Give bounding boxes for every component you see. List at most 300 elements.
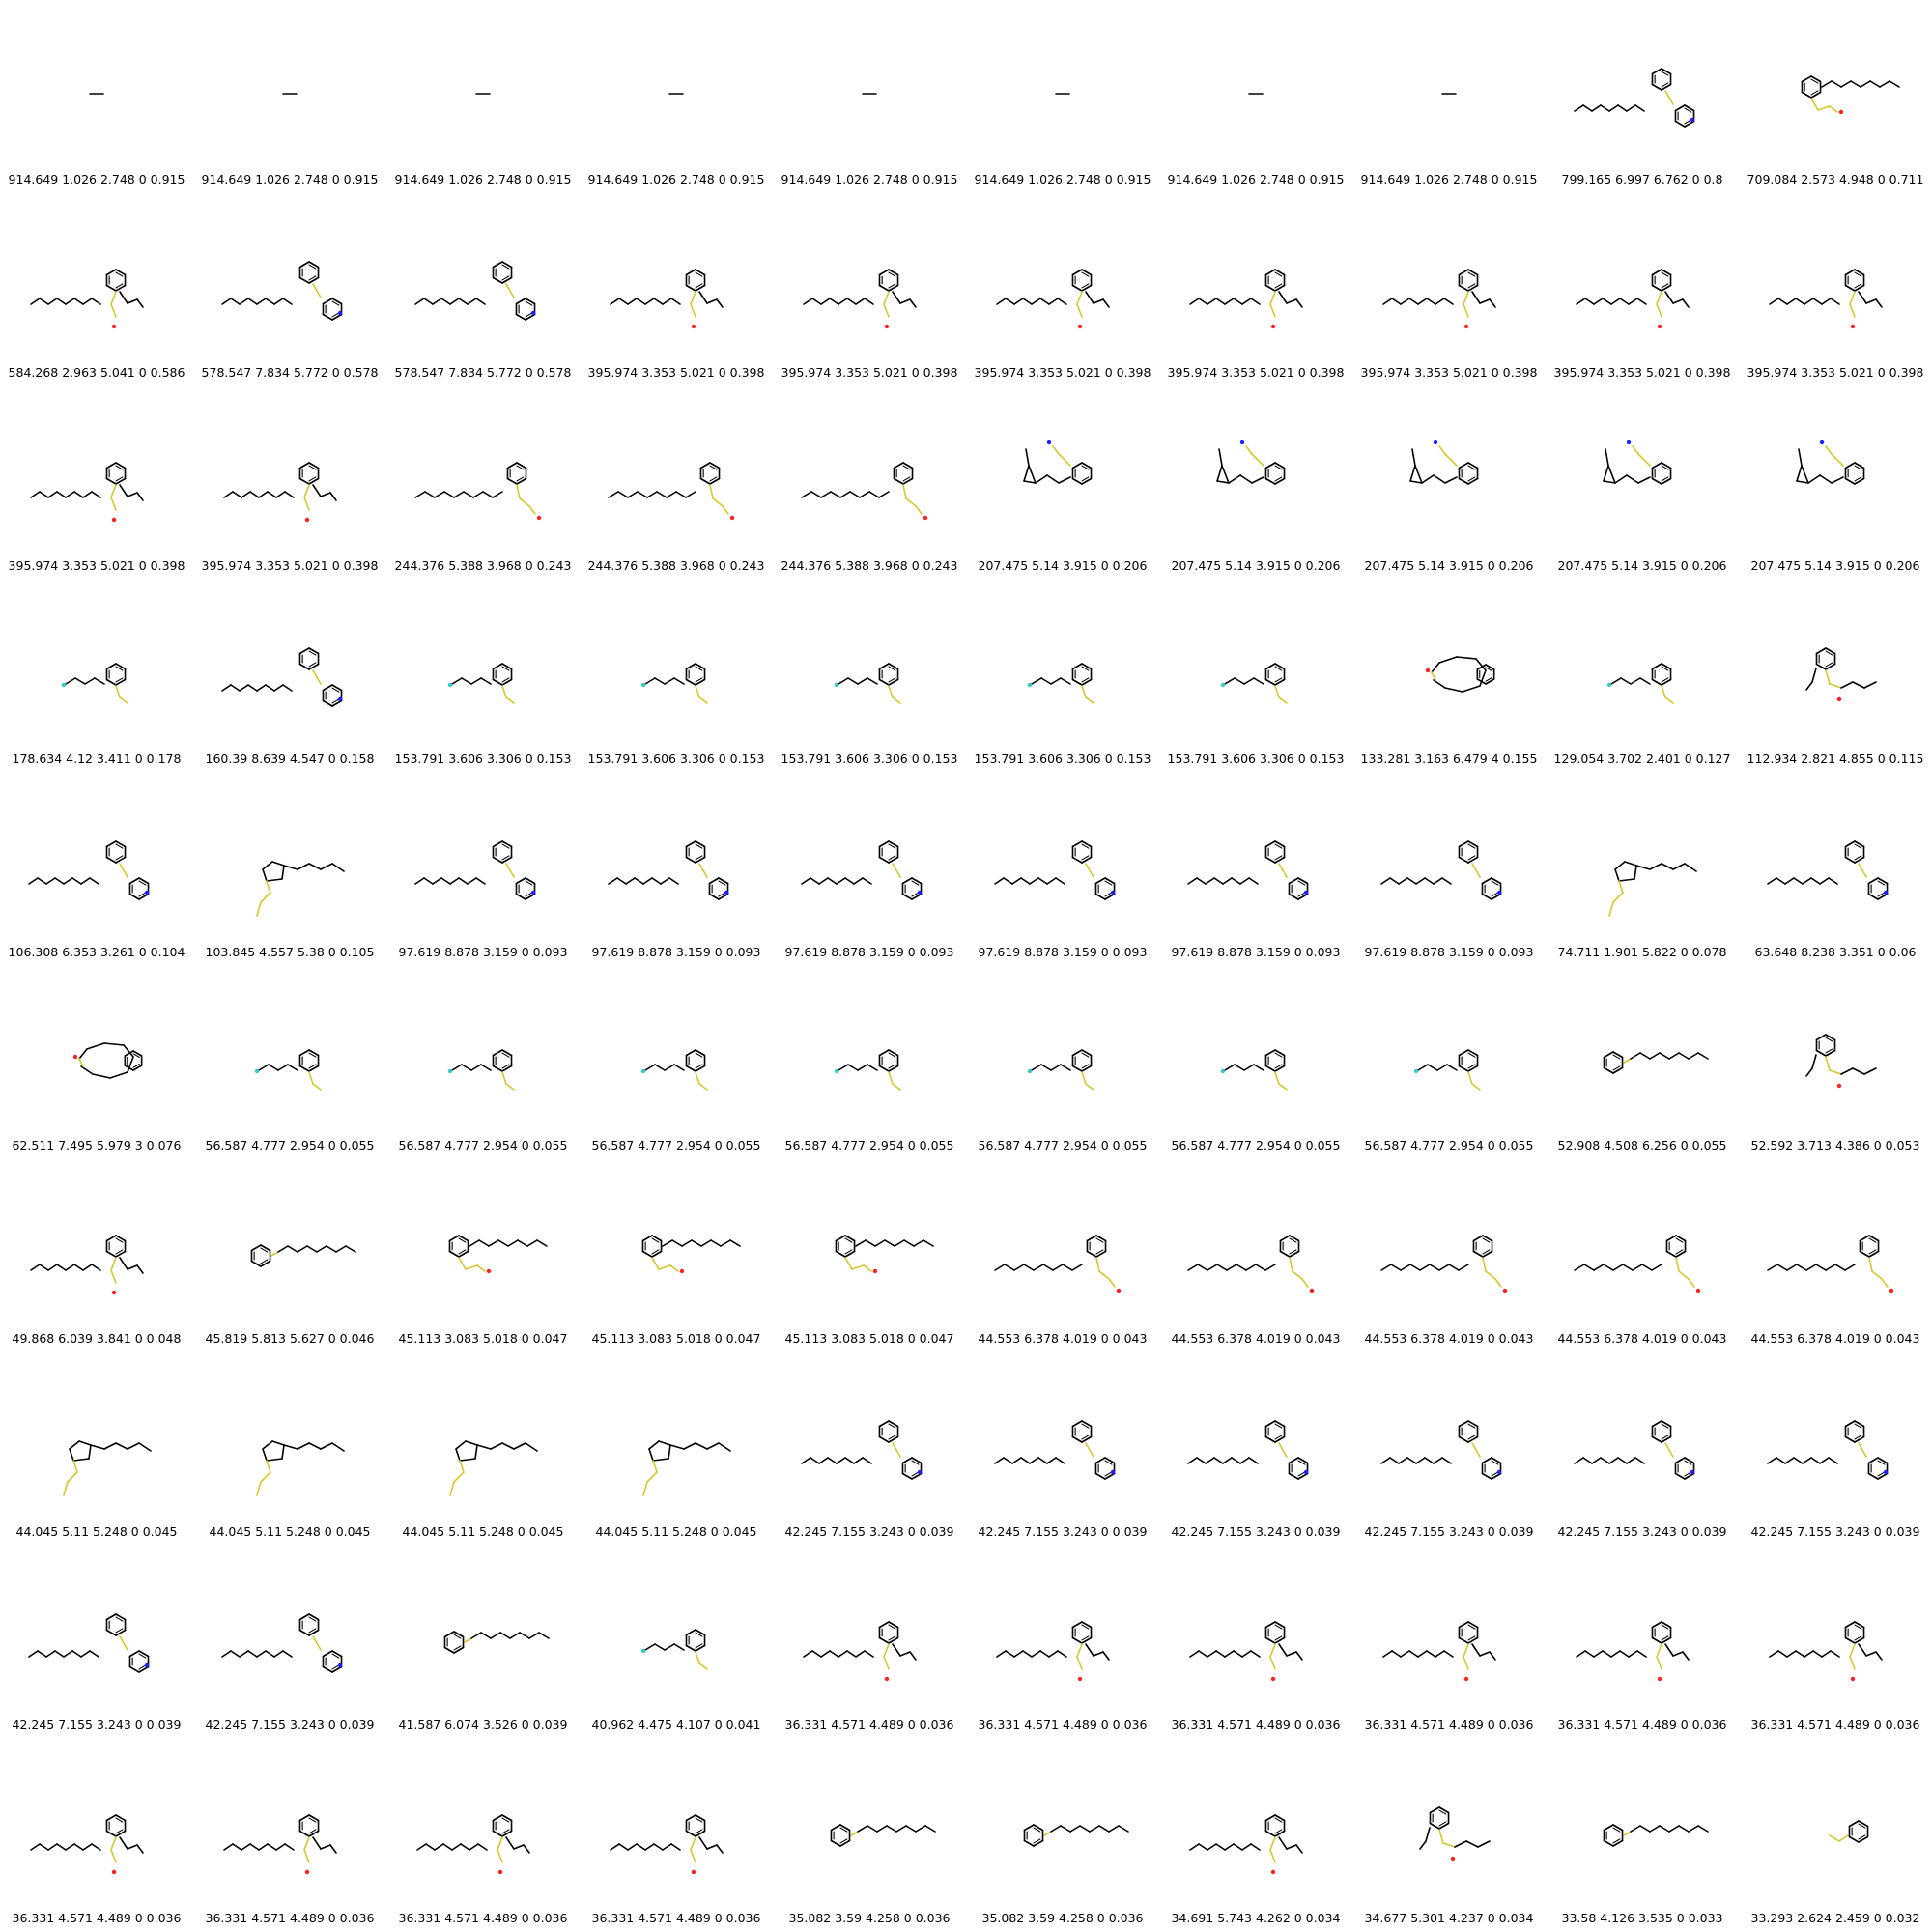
bond	[1234, 1651, 1242, 1657]
molecule-score-label: 42.245 7.155 3.243 0 0.039	[978, 1524, 1148, 1539]
bond	[274, 1651, 283, 1657]
molecule-cell	[0, 1352, 193, 1546]
bond	[1613, 1841, 1623, 1847]
bond	[828, 878, 837, 884]
molecule-score-label: 395.974 3.353 5.021 0 0.398	[974, 365, 1151, 380]
bond	[1061, 1065, 1070, 1070]
bond	[508, 1240, 518, 1246]
molecule-drawing	[985, 985, 1140, 1140]
bond	[1468, 463, 1478, 469]
bond	[696, 841, 705, 847]
bond	[267, 1461, 270, 1472]
molecule-score-label: 207.475 5.14 3.915 0 0.206	[1750, 558, 1920, 573]
bond	[1785, 878, 1794, 884]
bond	[55, 1651, 64, 1657]
molecule-drawing	[599, 1372, 753, 1526]
bond	[617, 878, 626, 884]
bond	[1430, 1824, 1439, 1830]
bond	[471, 678, 481, 684]
bond	[700, 463, 710, 469]
bond	[652, 878, 661, 884]
bond	[491, 1633, 500, 1638]
atom-label	[1434, 440, 1437, 444]
bond	[889, 1622, 898, 1628]
bond	[272, 1441, 284, 1445]
bond	[1841, 682, 1853, 688]
ring	[1072, 841, 1091, 863]
ring	[1652, 463, 1670, 484]
molecule-score-label: 42.245 7.155 3.243 0 0.039	[1557, 1524, 1727, 1539]
molecule-drawing	[406, 792, 560, 947]
bond	[1665, 1443, 1673, 1457]
bond	[1252, 477, 1264, 483]
bond	[66, 678, 75, 684]
bond	[1225, 1844, 1234, 1850]
bond	[647, 492, 657, 497]
ring	[1289, 1458, 1307, 1479]
bond	[479, 1240, 489, 1246]
bond	[1225, 1065, 1235, 1070]
bond	[248, 685, 257, 691]
molecule-cell	[966, 773, 1159, 966]
ring	[299, 648, 318, 669]
bond	[1439, 446, 1445, 454]
bond	[1822, 298, 1831, 304]
bond	[79, 1441, 91, 1445]
bond	[1216, 1844, 1225, 1850]
bond	[637, 1844, 645, 1850]
atom-label	[1047, 440, 1051, 444]
molecule-score-label: 44.553 6.378 4.019 0 0.043	[1364, 1331, 1534, 1346]
atom-label	[1078, 1677, 1082, 1681]
bond	[1623, 1264, 1633, 1270]
bond	[665, 1644, 674, 1650]
molecule-cell	[1352, 386, 1546, 580]
bond	[1594, 298, 1603, 304]
bond	[663, 1844, 671, 1850]
bond	[92, 1844, 100, 1850]
bond	[1298, 878, 1308, 884]
bond	[709, 895, 719, 900]
bond	[1024, 1825, 1034, 1831]
bond	[1859, 1821, 1868, 1827]
ring	[1459, 1421, 1477, 1442]
ring	[686, 841, 704, 863]
bond	[1287, 1652, 1296, 1656]
bond	[1381, 878, 1390, 884]
bond	[1486, 665, 1494, 669]
bond	[1675, 1474, 1685, 1480]
bond	[1866, 1652, 1876, 1656]
ring	[902, 1458, 921, 1479]
molecule-score-label: 40.962 4.475 4.107 0 0.041	[591, 1718, 761, 1732]
bond	[1621, 678, 1631, 684]
atom-label	[1240, 440, 1244, 444]
bond	[682, 1240, 692, 1246]
molecule-cell	[386, 1352, 580, 1546]
bond	[321, 1845, 330, 1849]
bond	[1662, 1638, 1671, 1644]
ring	[129, 1651, 148, 1672]
bond	[284, 1445, 298, 1449]
bond	[1803, 1458, 1811, 1463]
bond	[1434, 878, 1442, 884]
bond	[1217, 466, 1222, 481]
molecule-score-label: 63.648 8.238 3.351 0 0.06	[1754, 945, 1917, 959]
bond	[336, 1246, 346, 1252]
bond	[671, 298, 680, 304]
molecule-cell	[580, 1739, 773, 1932]
molecule-cell	[0, 773, 193, 966]
molecule-score-label: 395.974 3.353 5.021 0 0.398	[1553, 365, 1731, 380]
ring	[106, 664, 125, 685]
molecule-drawing	[599, 1565, 753, 1719]
bond	[1082, 686, 1086, 697]
molecule-drawing	[213, 985, 367, 1140]
bond	[701, 1240, 711, 1246]
bond	[1401, 298, 1409, 304]
bond	[1851, 81, 1861, 87]
bond	[1650, 1826, 1660, 1832]
bond	[1280, 1236, 1290, 1241]
bond	[1049, 298, 1058, 304]
bond	[473, 492, 483, 497]
bond	[1082, 841, 1092, 847]
bond	[672, 1240, 682, 1246]
bond	[1685, 1474, 1694, 1480]
atom-label	[448, 1069, 452, 1073]
molecule-score-label: 914.649 1.026 2.748 0 0.915	[781, 172, 958, 186]
molecule-drawing	[1565, 213, 1719, 367]
bond	[1265, 1050, 1275, 1056]
bond	[1188, 1458, 1197, 1463]
molecule-score-label: 44.553 6.378 4.019 0 0.043	[978, 1331, 1148, 1346]
bond	[464, 492, 473, 497]
bond	[923, 1240, 933, 1246]
bond	[1652, 85, 1662, 91]
bond	[858, 1065, 867, 1070]
bond	[323, 685, 332, 691]
bond	[1640, 1826, 1650, 1832]
bond	[653, 1459, 668, 1461]
bond	[1072, 841, 1082, 847]
bond	[1103, 1652, 1109, 1660]
molecule-drawing	[792, 19, 947, 174]
bond	[1459, 1066, 1468, 1072]
bond	[1425, 1458, 1434, 1463]
bond	[1635, 105, 1644, 111]
atom-label	[1304, 1470, 1308, 1474]
bond	[838, 678, 848, 684]
bond	[1794, 878, 1803, 884]
bond	[1032, 298, 1040, 304]
bond	[1099, 1826, 1109, 1832]
bond	[1603, 1651, 1611, 1657]
molecule-drawing	[1758, 406, 1913, 560]
bond	[137, 299, 143, 307]
bond	[1407, 1458, 1416, 1463]
bond	[893, 697, 900, 703]
bond	[510, 1633, 520, 1638]
bond	[1051, 1065, 1061, 1070]
bond	[282, 1445, 284, 1459]
bond	[1868, 1474, 1878, 1480]
bond	[1609, 105, 1618, 111]
bond	[449, 1252, 459, 1258]
bond	[1652, 69, 1662, 74]
bond	[1275, 1815, 1285, 1821]
bond	[116, 1252, 126, 1258]
bond	[1459, 1421, 1468, 1427]
bond	[686, 1630, 696, 1635]
molecule-drawing	[599, 1179, 753, 1333]
bond	[1683, 299, 1689, 307]
bond	[686, 1050, 696, 1056]
bond	[224, 1844, 233, 1850]
bond	[1061, 678, 1070, 684]
bond	[903, 485, 906, 498]
ring	[1604, 1052, 1622, 1073]
bond	[1666, 1252, 1676, 1258]
bond	[1466, 1841, 1478, 1847]
ring	[516, 298, 534, 320]
ring	[1459, 1622, 1477, 1643]
ring	[507, 463, 526, 484]
bond	[1070, 1826, 1080, 1832]
atom-label	[641, 1069, 645, 1073]
molecule-cell	[1546, 0, 1739, 193]
bond	[506, 284, 514, 298]
bond	[120, 1837, 128, 1849]
molecule-cell	[1546, 1352, 1739, 1546]
bond	[845, 1236, 855, 1241]
molecule-cell	[1159, 193, 1352, 386]
molecule-drawing	[599, 599, 753, 753]
bond	[1223, 878, 1232, 884]
ring	[1652, 69, 1670, 90]
bond	[1026, 449, 1029, 466]
bond	[128, 1265, 137, 1269]
bond	[655, 1065, 665, 1070]
ring	[106, 841, 125, 863]
bond	[57, 1264, 66, 1270]
bond	[502, 1443, 514, 1449]
atom-label	[448, 683, 452, 687]
ring	[1072, 664, 1091, 685]
bond	[1845, 841, 1855, 847]
bond	[1034, 1841, 1043, 1847]
molecule-drawing	[1179, 1565, 1333, 1719]
bond	[415, 492, 425, 497]
molecule-cell	[386, 0, 580, 193]
bond	[46, 878, 55, 884]
bond	[1676, 1258, 1679, 1271]
bond	[1096, 1252, 1106, 1258]
bond	[471, 1633, 481, 1638]
bond	[516, 878, 526, 884]
molecule-cell	[193, 386, 386, 580]
bond	[1870, 81, 1880, 87]
bond	[1776, 1458, 1785, 1463]
bond	[417, 1844, 426, 1850]
molecule-drawing	[792, 406, 947, 560]
molecule-score-label: 395.974 3.353 5.021 0 0.398	[1360, 365, 1538, 380]
molecule-score-label: 914.649 1.026 2.748 0 0.915	[974, 172, 1151, 186]
bond	[1679, 1053, 1689, 1059]
bond	[889, 270, 898, 275]
bond	[1459, 270, 1468, 275]
bond	[710, 479, 720, 485]
bond	[1859, 1443, 1866, 1457]
bond	[507, 479, 517, 485]
bond	[497, 1837, 502, 1850]
bond	[696, 680, 705, 686]
ring	[1845, 841, 1863, 863]
bond	[1434, 475, 1445, 483]
ring	[1087, 1236, 1105, 1257]
molecule-score-label: 584.268 2.963 5.041 0 0.586	[8, 365, 185, 380]
bond	[1082, 680, 1092, 686]
bond	[1280, 1252, 1290, 1258]
bond	[1609, 1458, 1618, 1463]
bond	[116, 1614, 126, 1620]
bond	[1830, 106, 1837, 112]
bond	[502, 858, 512, 864]
bond	[116, 858, 126, 864]
bond	[1006, 298, 1014, 304]
bond	[93, 1074, 110, 1078]
bond	[707, 1845, 717, 1849]
bond	[879, 858, 889, 864]
ring	[1095, 878, 1114, 899]
bond	[1601, 1458, 1609, 1463]
bond	[1490, 299, 1495, 307]
bond	[520, 1633, 529, 1638]
bond	[1627, 105, 1635, 111]
bond	[1381, 1264, 1391, 1270]
bond	[1468, 1638, 1478, 1644]
bond	[104, 1443, 116, 1449]
bond	[299, 1815, 309, 1821]
bond	[894, 479, 903, 485]
bond	[240, 1651, 248, 1657]
bond	[1208, 1651, 1216, 1657]
bond	[267, 881, 270, 893]
bond	[655, 1644, 665, 1650]
bond	[1401, 1264, 1410, 1270]
molecule-cell	[1546, 1159, 1739, 1352]
bond	[838, 1651, 847, 1657]
bond	[1024, 1841, 1034, 1847]
ring	[449, 1236, 468, 1257]
bond	[906, 1826, 916, 1832]
bond	[539, 1633, 549, 1638]
bond	[288, 1065, 298, 1070]
bond	[64, 878, 72, 884]
molecule-cell	[0, 1739, 193, 1932]
bond	[1849, 1821, 1859, 1827]
bond	[111, 1837, 116, 1850]
bond	[1652, 1421, 1662, 1427]
bond	[1105, 895, 1115, 900]
bond	[477, 1265, 485, 1271]
bond	[1492, 895, 1501, 900]
bond	[884, 292, 889, 304]
molecule-score-label: 41.587 6.074 3.526 0 0.039	[398, 1718, 568, 1732]
ring	[879, 1421, 897, 1442]
molecule-drawing	[599, 792, 753, 947]
bond	[1270, 1837, 1275, 1850]
bond	[1662, 69, 1671, 74]
ring	[879, 1050, 897, 1071]
bond	[116, 1815, 126, 1821]
molecule-score-label: 42.245 7.155 3.243 0 0.039	[1750, 1524, 1920, 1539]
bond	[1860, 1252, 1869, 1258]
bond	[1482, 878, 1492, 884]
bond	[1041, 1065, 1051, 1070]
bond	[1058, 298, 1066, 304]
bond	[802, 492, 811, 497]
atom-label	[112, 1291, 116, 1294]
ring	[1868, 878, 1887, 899]
ring	[299, 1614, 318, 1635]
bond	[1024, 1264, 1034, 1270]
bond	[137, 493, 143, 500]
bond	[1482, 1474, 1492, 1480]
bond	[1627, 475, 1638, 483]
bond	[233, 492, 242, 497]
molecule-drawing	[1372, 1372, 1526, 1526]
bond	[313, 284, 321, 298]
bond	[719, 895, 728, 900]
bond	[506, 1837, 514, 1849]
bond	[231, 1651, 240, 1657]
bond	[1620, 298, 1629, 304]
bond	[516, 298, 526, 304]
bond	[1279, 1837, 1287, 1849]
bond	[129, 878, 139, 884]
bond	[266, 685, 274, 691]
bond	[31, 1264, 40, 1270]
bond	[902, 878, 912, 884]
bond	[75, 678, 85, 684]
bond	[1047, 878, 1056, 884]
molecule-score-label: 45.113 3.083 5.018 0 0.047	[784, 1331, 954, 1346]
bond	[332, 685, 342, 691]
bond	[659, 1441, 670, 1445]
molecule-cell	[773, 1739, 966, 1932]
bond	[1275, 680, 1285, 686]
ring	[709, 878, 727, 899]
ring	[700, 463, 719, 484]
molecule-cell	[580, 773, 773, 966]
molecule-drawing	[985, 213, 1140, 367]
ring	[1265, 841, 1284, 863]
bond	[1432, 672, 1435, 680]
bond	[1005, 1264, 1014, 1270]
bond	[1855, 1638, 1864, 1644]
bond	[1427, 1651, 1435, 1657]
bond	[1047, 1458, 1056, 1463]
bond	[802, 878, 810, 884]
bond	[1059, 477, 1070, 483]
bond	[1246, 446, 1252, 454]
bond	[1289, 1458, 1298, 1463]
bond	[29, 1651, 38, 1657]
molecule-cell	[966, 0, 1159, 193]
bond	[670, 1265, 678, 1271]
atom-label	[680, 1269, 684, 1273]
